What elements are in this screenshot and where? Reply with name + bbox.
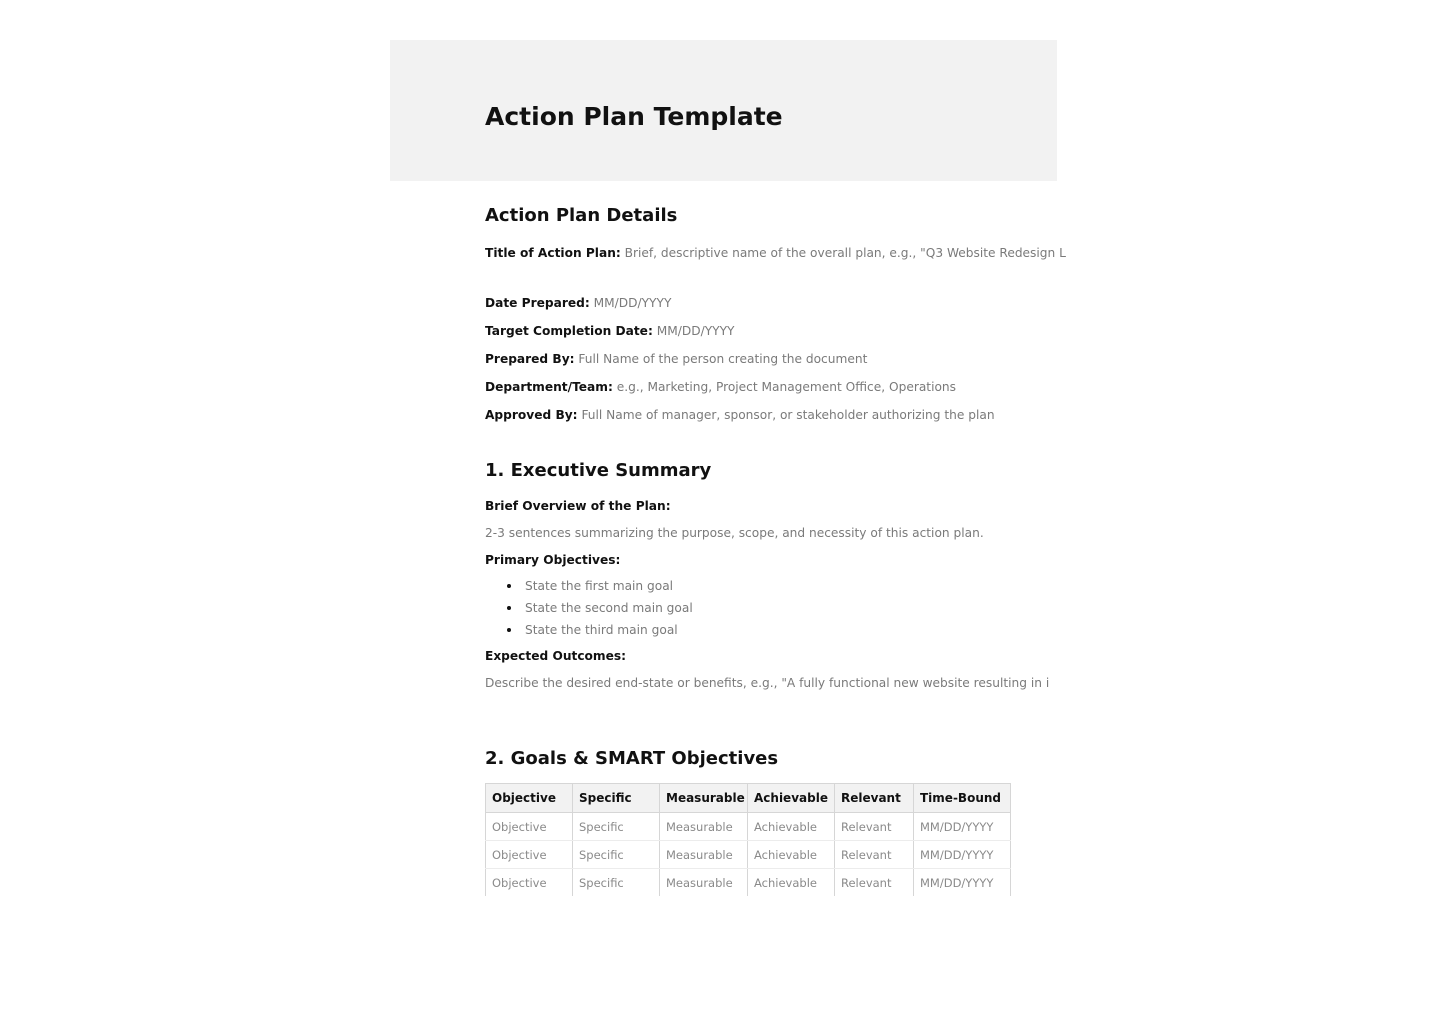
table-cell: Measurable (660, 869, 748, 897)
table-cell: Objective (486, 813, 573, 841)
objectives-label: Primary Objectives: (485, 553, 621, 567)
table-cell: MM/DD/YYYY (914, 869, 1011, 897)
bullet-icon (507, 606, 511, 610)
field-value: MM/DD/YYYY (593, 296, 672, 310)
table-cell: Specific (573, 841, 660, 869)
column-header: Objective (486, 784, 573, 813)
field-label: Date Prepared: (485, 296, 590, 310)
document-content (485, 205, 1066, 896)
field-date-prepared (485, 295, 1012, 311)
table-cell: Specific (573, 869, 660, 897)
field-label: Prepared By: (485, 352, 575, 366)
details-heading: Action Plan Details (485, 205, 678, 226)
list-item: State the first main goal (485, 575, 1012, 597)
objectives-list (485, 575, 1012, 641)
goals-heading: 2. Goals & SMART Objectives (485, 748, 779, 769)
field-label: Target Completion Date: (485, 324, 653, 338)
field-value: Full Name of the person creating the document (578, 352, 868, 366)
table-cell: Achievable (748, 813, 835, 841)
field-label: Department/Team: (485, 380, 613, 394)
list-item: State the third main goal (485, 619, 1012, 641)
field-prepared-by (485, 351, 1012, 367)
table-cell: Relevant (835, 869, 914, 897)
table-row (486, 869, 1011, 897)
field-value: e.g., Marketing, Project Management Office, Operations (616, 380, 956, 394)
column-header: Measurable (660, 784, 748, 813)
field-label: Approved By: (485, 408, 578, 422)
table-cell: Measurable (660, 813, 748, 841)
field-value: Full Name of manager, sponsor, or stakeholder authorizing the plan (581, 408, 995, 422)
table-header-row (486, 784, 1011, 813)
table-cell: Objective (486, 841, 573, 869)
outcomes-text: Describe the desired end-state or benefits, e.g., "A fully functional new website resulting in i (485, 676, 1050, 690)
field-value: MM/DD/YYYY (656, 324, 735, 338)
executive-summary-heading: 1. Executive Summary (485, 460, 712, 481)
outcomes-label: Expected Outcomes: (485, 649, 627, 663)
table-cell: MM/DD/YYYY (914, 841, 1011, 869)
smart-objectives-table (485, 783, 1011, 896)
table-cell: Specific (573, 813, 660, 841)
table-cell: Relevant (835, 841, 914, 869)
overview-label: Brief Overview of the Plan: (485, 499, 671, 513)
title-banner (390, 40, 1057, 181)
overview-text: 2-3 sentences summarizing the purpose, scope, and necessity of this action plan. (485, 526, 984, 540)
bullet-icon (507, 628, 511, 632)
document-page (390, 40, 1066, 1024)
table-cell: Achievable (748, 841, 835, 869)
column-header: Relevant (835, 784, 914, 813)
table-cell: Measurable (660, 841, 748, 869)
table-row (486, 813, 1011, 841)
table-cell: Achievable (748, 869, 835, 897)
field-value: Brief, descriptive name of the overall plan, e.g., "Q3 Website Redesign L (624, 246, 1066, 260)
table-cell: Objective (486, 869, 573, 897)
field-approved-by (485, 407, 1012, 423)
column-header: Time-Bound (914, 784, 1011, 813)
bullet-icon (507, 584, 511, 588)
table-cell: MM/DD/YYYY (914, 813, 1011, 841)
field-title-of-action-plan (485, 245, 1066, 261)
column-header: Specific (573, 784, 660, 813)
field-label: Title of Action Plan: (485, 246, 621, 260)
table-row (486, 841, 1011, 869)
document-title: Action Plan Template (485, 102, 783, 131)
table-cell: Relevant (835, 813, 914, 841)
field-target-completion-date (485, 323, 1012, 339)
list-item: State the second main goal (485, 597, 1012, 619)
field-department-team (485, 379, 1012, 395)
column-header: Achievable (748, 784, 835, 813)
